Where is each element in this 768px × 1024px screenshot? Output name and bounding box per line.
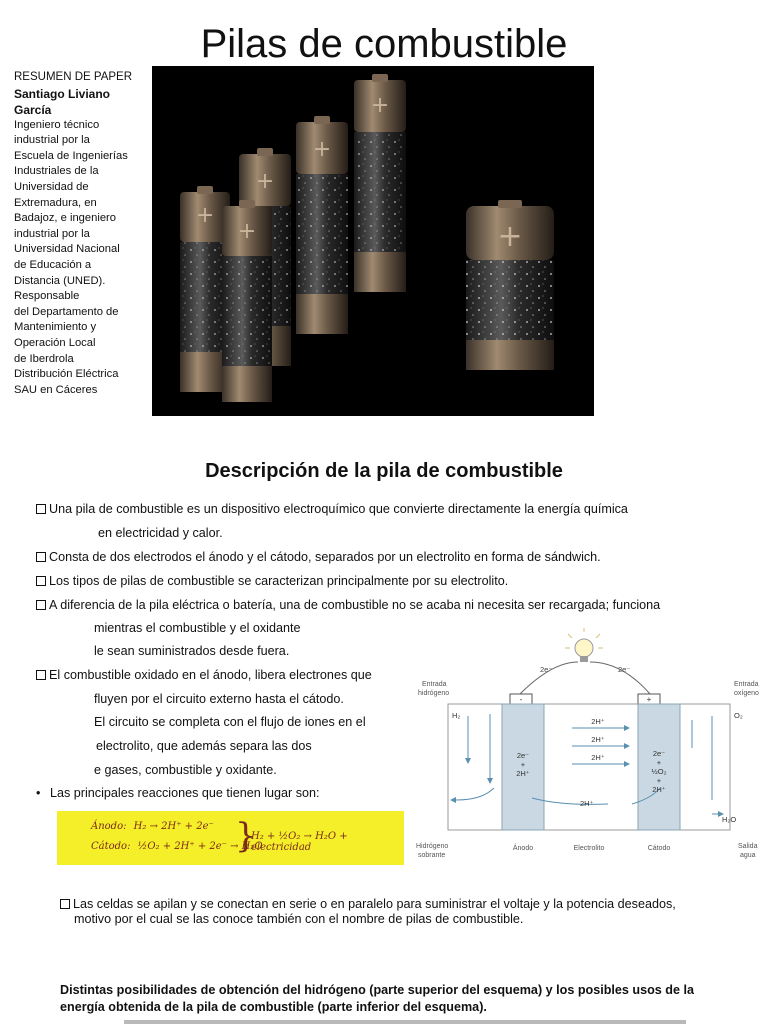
svg-text:+: + bbox=[312, 137, 332, 162]
author-bio-line: Ingeniero técnico bbox=[14, 118, 100, 131]
ion-label: 2H⁺ bbox=[591, 753, 605, 762]
diagram-caption: Distintas posibilidades de obtención del hidrógeno (parte superior del esquema) y los posibles usos de la energía obtenida de la pila de combustible (parte inferior del esquema). bbox=[60, 983, 695, 1014]
cathode-equation: ½O₂ + 2H⁺ + 2e⁻ → H₂O bbox=[137, 841, 263, 852]
cathode-terminal-sign: + bbox=[646, 695, 652, 704]
author-bio-line: Responsable bbox=[14, 290, 80, 303]
anode-reaction-text: + bbox=[520, 760, 526, 769]
author-bio-line: Universidad de bbox=[14, 180, 89, 193]
cathode-reaction-text: ½O₂ bbox=[651, 767, 667, 776]
section-title: Descripción de la pila de combustible bbox=[205, 460, 563, 482]
o2-label: O₂ bbox=[734, 711, 743, 720]
cathode-reaction-text: 2e⁻ bbox=[652, 749, 666, 758]
anode-label: Ánodo: bbox=[91, 821, 127, 832]
h2o-label: H₂O bbox=[722, 815, 737, 824]
inlet-oxygen-label: Entrada bbox=[734, 681, 759, 688]
bullet-continuation: le sean suministrados desde fuera. bbox=[94, 644, 290, 658]
cathode-label: Cátodo: bbox=[91, 841, 131, 852]
bullet-item: Una pila de combustible es un dispositivo electroquímico que convierte directamente la energía química bbox=[36, 498, 628, 521]
water-outlet-label: Salida bbox=[738, 843, 758, 850]
bullet-continuation: electrolito, que además separa las dos bbox=[96, 739, 312, 753]
author-bio-line: de Iberdrola bbox=[14, 352, 74, 365]
excess-hydrogen-label: Hidrógeno bbox=[416, 843, 449, 850]
svg-text:+: + bbox=[497, 219, 523, 254]
anode-equation: H₂ → 2H⁺ + 2e⁻ bbox=[133, 821, 214, 832]
reaction-formula-box bbox=[57, 811, 404, 865]
checkbox-bullet-icon bbox=[36, 576, 46, 586]
bullet-item: Los tipos de pilas de combustible se caracterizan principalmente por su electrolito. bbox=[36, 570, 508, 593]
author-bio-line: Distancia (UNED). bbox=[14, 274, 106, 287]
author-bio-line: Badajoz, e ingeniero bbox=[14, 212, 117, 225]
h2-label: H₂ bbox=[452, 711, 461, 720]
bullet-item: A diferencia de la pila eléctrica o batería, una de combustible no se acaba ni necesita ser recargada; funciona bbox=[36, 594, 660, 617]
svg-text:+: + bbox=[237, 219, 257, 244]
author-bio-line: Extremadura, en bbox=[14, 196, 97, 209]
author-bio-line: Distribución Eléctrica bbox=[14, 368, 119, 381]
checkbox-bullet-icon bbox=[36, 600, 46, 610]
author-bio bbox=[14, 118, 146, 399]
bullet-continuation: e gases, combustible y oxidante. bbox=[94, 763, 277, 777]
author-bio-line: Escuela de Ingenierías bbox=[14, 149, 128, 162]
author-bio-line: industrial por la bbox=[14, 227, 90, 240]
excess-hydrogen-label: sobrante bbox=[418, 852, 446, 859]
checkbox-bullet-icon bbox=[36, 670, 46, 680]
svg-text:+: + bbox=[255, 169, 275, 194]
bullet-item: Las celdas se apilan y se conectan en serie o en paralelo para suministrar el voltaje y la potencia deseados, bbox=[60, 893, 676, 916]
anode-label: Ánodo bbox=[512, 845, 534, 852]
page-title: Pilas de combustible bbox=[200, 22, 568, 66]
bullet-item: El combustible oxidado en el ánodo, libera electrones que bbox=[36, 664, 372, 687]
bullet-continuation: en electricidad y calor. bbox=[98, 526, 223, 540]
cathode-reaction-text: + bbox=[656, 776, 662, 785]
overall-equation: H₂ + ½O₂ → H₂O + electricidad bbox=[251, 831, 348, 853]
electron-label: 2e⁻ bbox=[540, 665, 553, 674]
battery-icon bbox=[296, 116, 348, 334]
checkbox-bullet-icon bbox=[60, 899, 70, 909]
bullet-item: Consta de dos electrodos el ánodo y el cátodo, separados por un electrolito en forma de sándwich. bbox=[36, 546, 601, 569]
bullet-continuation: fluyen por el circuito externo hasta el cátodo. bbox=[94, 692, 344, 706]
anode-reaction-text: 2H⁺ bbox=[516, 769, 530, 778]
author-name-line: Santiago Liviano bbox=[14, 86, 111, 101]
cathode-label: Cátodo bbox=[647, 845, 671, 852]
anode-reaction-text: 2e⁻ bbox=[516, 751, 530, 760]
author-bio-line: Universidad Nacional bbox=[14, 243, 120, 256]
water-outlet-label: agua bbox=[740, 852, 756, 859]
author-name bbox=[14, 86, 146, 118]
batteries-photo bbox=[152, 66, 594, 416]
bullet-continuation: El circuito se completa con el flujo de iones en el bbox=[94, 715, 366, 729]
bullet-item: • Las principales reacciones que tienen lugar son: bbox=[36, 782, 320, 805]
dot-bullet-icon: • bbox=[36, 786, 41, 800]
svg-text:+: + bbox=[195, 203, 215, 228]
paper-summary-label: RESUMEN DE PAPER bbox=[14, 71, 133, 83]
anode-terminal-sign: - bbox=[519, 695, 523, 704]
cathode-reaction-text: + bbox=[656, 758, 662, 767]
author-bio-line: de Educación a bbox=[14, 258, 92, 271]
battery-icon bbox=[354, 74, 406, 292]
batteries-illustration bbox=[152, 66, 594, 416]
battery-icon bbox=[222, 200, 272, 402]
ion-label: 2H⁺ bbox=[591, 717, 605, 726]
electrolyte-label: Electrolito bbox=[573, 845, 605, 852]
battery-icon bbox=[466, 200, 554, 370]
fuel-cell-svg bbox=[412, 628, 768, 868]
inlet-hydrogen-label: hidrógeno bbox=[418, 690, 450, 697]
ion-label: 2H⁺ bbox=[591, 735, 605, 744]
author-bio-line: SAU en Cáceres bbox=[14, 383, 98, 396]
brace-icon: } bbox=[235, 816, 257, 856]
author-bio-line: del Departamento de bbox=[14, 305, 119, 318]
checkbox-bullet-icon bbox=[36, 552, 46, 562]
fuel-cell-diagram bbox=[412, 628, 768, 868]
author-name-line: García bbox=[14, 102, 52, 117]
author-bio-line: Mantenimiento y bbox=[14, 321, 97, 334]
bullet-continuation: mientras el combustible y el oxidante bbox=[94, 621, 301, 635]
author-bio-line: Industriales de la bbox=[14, 165, 99, 178]
checkbox-bullet-icon bbox=[36, 504, 46, 514]
light-bulb-icon bbox=[565, 628, 603, 662]
author-block bbox=[14, 70, 146, 398]
inlet-oxygen-label: oxígeno bbox=[734, 690, 759, 697]
cathode-reaction-text: 2H⁺ bbox=[652, 785, 666, 794]
author-bio-line: Operación Local bbox=[14, 336, 96, 349]
next-figure-edge bbox=[124, 1020, 686, 1024]
electron-label: 2e⁻ bbox=[618, 665, 631, 674]
ion-label: 2H⁺ bbox=[580, 799, 594, 808]
author-bio-line: industrial por la bbox=[14, 134, 90, 147]
svg-text:+: + bbox=[370, 93, 390, 118]
inlet-hydrogen-label: Entrada bbox=[422, 681, 447, 688]
bullet-continuation: motivo por el cual se las conoce también con el nombre de pilas de combustible. bbox=[74, 912, 524, 926]
